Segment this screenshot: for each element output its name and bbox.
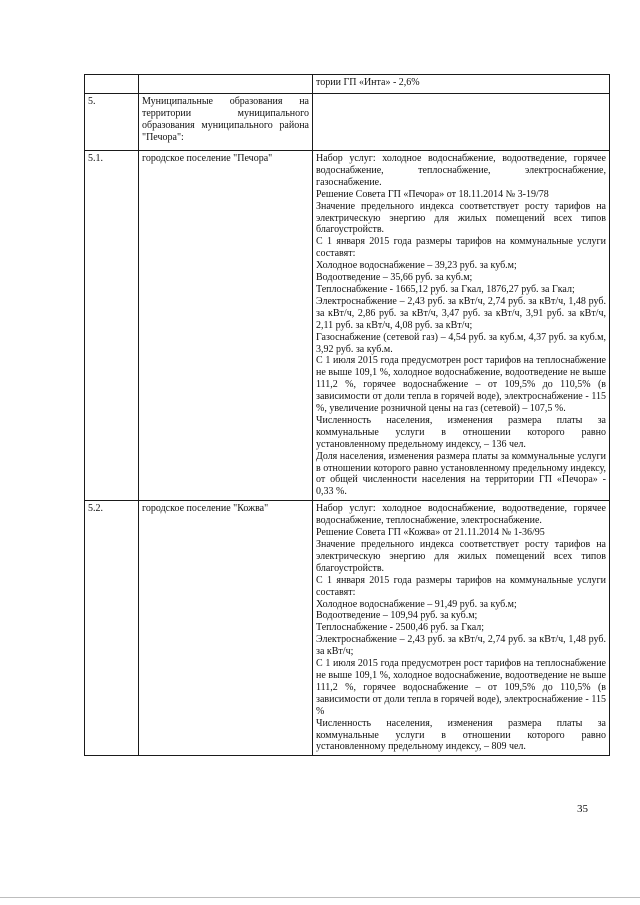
paragraph-index: Значение предельного индекса соответствует росту тарифов на электрическую энергию для жилых помещений всех типов благоустройств. (316, 539, 606, 574)
tariff-table (84, 74, 610, 756)
paragraph-tariff-intro: С 1 января 2015 года размеры тарифов на коммунальные услуги составят: (316, 574, 606, 598)
cell-text (313, 501, 610, 756)
paragraph-services: Набор услуг: холодное водоснабжение, водоотведение, горячее водоснабжение, теплоснабжение, электроснабжение. (316, 503, 606, 527)
settlement-name: городское поселение "Кожва" (139, 501, 313, 756)
paragraph-services: Набор услуг: холодное водоснабжение, водоотведение, горячее водоснабжение, теплоснабжение, электроснабжение, газоснабжение. (316, 153, 606, 188)
municipality-name: Муниципальные образования на территории муниципального образования муниципального района "Печора": (139, 94, 313, 151)
paragraph-sewerage: Водоотведение – 109,94 руб. за куб.м; (316, 610, 478, 622)
paragraph-population: Численность населения, изменения размера платы за коммунальные услуги в отношении которого равно установленному предельному индексу, – 136 чел. (316, 414, 606, 450)
cell-name (139, 75, 313, 94)
row-number: 5.2. (85, 501, 139, 756)
paragraph-electricity: Электроснабжение – 2,43 руб. за кВт/ч, 2,74 руб. за кВт/ч, 1,48 руб. за кВт/ч, 2,86 руб. за кВт/ч, 3,47 руб. за кВт/ч, 3,91 руб. за кВт/ч, 2,11 руб. за кВт/ч, 4,08 руб. за кВт/ч; (316, 295, 606, 331)
cell-text (313, 94, 610, 151)
continuation-text: тории ГП «Инта» - 2,6% (316, 77, 420, 88)
bottom-divider (0, 897, 640, 898)
row-number: 5.1. (85, 151, 139, 501)
paragraph-population-share: Доля населения, изменения размера платы за коммунальные услуги в отношении которого равно установленному предельному индексу, от общей численности населения на территории ГП «Печора» - 0,33 %. (316, 450, 606, 498)
table-row-5-2 (85, 501, 610, 756)
paragraph-population: Численность населения, изменения размера платы за коммунальные услуги в отношении которого равно установленному предельному индексу, – 809 чел. (316, 717, 606, 753)
paragraph-cold-water: Холодное водоснабжение – 39,23 руб. за куб.м; (316, 260, 517, 272)
table-row-5-1 (85, 151, 610, 501)
cell-number (85, 75, 139, 94)
table-row-5 (85, 94, 610, 151)
paragraph-decision: Решение Совета ГП «Печора» от 18.11.2014 № 3-19/78 (316, 188, 549, 200)
cell-text (313, 75, 610, 94)
paragraph-july-growth: С 1 июля 2015 года предусмотрен рост тарифов на теплоснабжение не выше 109,1 %, холодное водоснабжение, водоотведение не выше 111,2 %, горячее водоснабжение – от 109,5% до 110,5% (в зависимости от доли тепла в горячей воде), электроснабжение - 115 %, увеличение розничной цены на газ (сетевой) – 107,5 %. (316, 355, 606, 415)
paragraph-electricity: Электроснабжение – 2,43 руб. за кВт/ч, 2,74 руб. за кВт/ч, 1,48 руб. за кВт/ч; (316, 634, 606, 658)
cell-text (313, 151, 610, 501)
paragraph-heating: Теплоснабжение - 2500,46 руб. за Гкал; (316, 622, 485, 634)
paragraph-index: Значение предельного индекса соответствует росту тарифов на электрическую энергию для жилых помещений всех типов благоустройств. (316, 200, 606, 236)
table-row-continuation (85, 75, 610, 94)
settlement-name: городское поселение "Печора" (139, 151, 313, 501)
row-number: 5. (85, 94, 139, 151)
paragraph-heating: Теплоснабжение - 1665,12 руб. за Гкал, 1876,27 руб. за Гкал; (316, 283, 575, 295)
paragraph-cold-water: Холодное водоснабжение – 91,49 руб. за куб.м; (316, 598, 517, 610)
paragraph-decision: Решение Совета ГП «Кожва» от 21.11.2014 № 1-36/95 (316, 527, 545, 539)
paragraph-gas: Газоснабжение (сетевой газ) – 4,54 руб. за куб.м, 4,37 руб. за куб.м, 3,92 руб. за куб.м. (316, 331, 606, 355)
paragraph-sewerage: Водоотведение – 35,66 руб. за куб.м; (316, 272, 473, 284)
paragraph-tariff-intro: С 1 января 2015 года размеры тарифов на коммунальные услуги составят: (316, 236, 606, 260)
paragraph-july-growth: С 1 июля 2015 года предусмотрен рост тарифов на теплоснабжение не выше 109,1 %, холодное водоснабжение, водоотведение не выше 111,2 %, горячее водоснабжение – от 109,5% до 110,5% (в зависимости от доли тепла в горячей воде), электроснабжение - 115 % (316, 658, 606, 717)
page-number: 35 (577, 803, 588, 815)
